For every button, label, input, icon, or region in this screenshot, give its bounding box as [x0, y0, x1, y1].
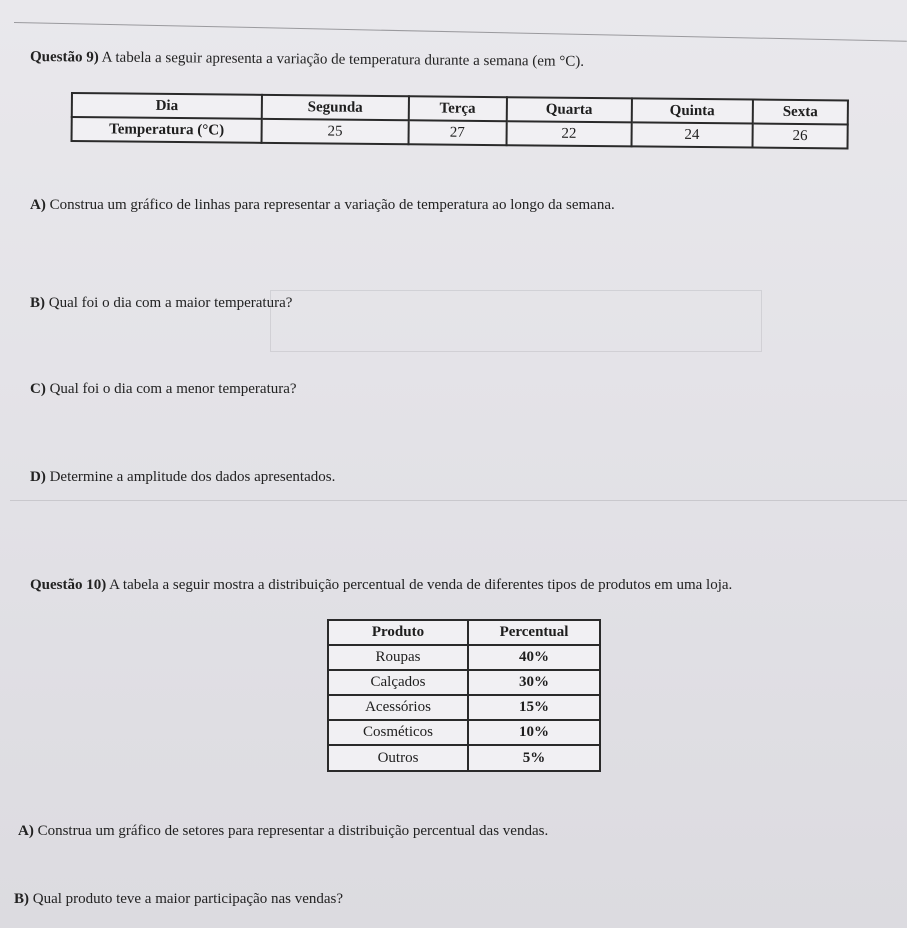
- percent-cell: 30%: [468, 670, 600, 695]
- table-row: [328, 645, 600, 670]
- product-cell: Acessórios: [328, 695, 468, 720]
- row-header-temperature: Temperatura (°C): [72, 117, 262, 143]
- day-cell: Quarta: [506, 97, 631, 122]
- item-text: Qual foi o dia com a maior temperatura?: [45, 295, 293, 311]
- item-text: Construa um gráfico de setores para representar a distribuição percentual das vendas.: [33, 823, 549, 839]
- temperature-table: [71, 92, 849, 149]
- product-cell: Outros: [328, 745, 468, 771]
- q9-item-d: [30, 468, 335, 486]
- q10-title-number: Questão 10): [30, 577, 107, 593]
- item-label: A): [18, 823, 34, 839]
- item-text: Qual produto teve a maior participação nas vendas?: [29, 891, 344, 907]
- temp-cell: 22: [506, 121, 631, 146]
- q10-title-text: A tabela a seguir mostra a distribuição percentual de venda de diferentes tipos de produtos em uma loja.: [106, 577, 733, 593]
- bleed-through-table: [270, 290, 762, 352]
- item-label: D): [30, 469, 46, 485]
- item-label: A): [30, 197, 46, 213]
- product-cell: Roupas: [328, 645, 468, 670]
- day-cell: Terça: [408, 96, 506, 121]
- table-row: [328, 720, 600, 745]
- day-cell: Sexta: [753, 100, 848, 125]
- product-cell: Cosméticos: [328, 720, 468, 745]
- table-row: [328, 745, 600, 771]
- q9-item-b: [30, 294, 292, 312]
- item-text: Qual foi o dia com a menor temperatura?: [45, 381, 297, 397]
- temp-cell: 25: [262, 119, 409, 144]
- row-header-day: Dia: [72, 93, 262, 119]
- day-cell: Segunda: [262, 95, 409, 120]
- percent-cell: 10%: [468, 720, 600, 745]
- product-cell: Calçados: [328, 670, 468, 695]
- header-percentual: Percentual: [468, 620, 600, 645]
- q9-item-a: [30, 196, 615, 214]
- q9-item-c: [30, 380, 297, 398]
- table-row: [328, 620, 600, 645]
- item-label: C): [30, 381, 46, 397]
- percent-cell: 5%: [468, 745, 600, 771]
- q10-title: [30, 576, 732, 594]
- ruled-line: [10, 500, 907, 501]
- q9-title-text: A tabela a seguir apresenta a variação de temperatura durante a semana (em °C).: [98, 49, 585, 70]
- temp-cell: 24: [631, 122, 752, 147]
- temp-cell: 26: [752, 124, 847, 149]
- q9-title-number: Questão 9): [29, 49, 99, 66]
- percent-cell: 15%: [468, 695, 600, 720]
- item-label: B): [14, 891, 29, 907]
- q10-item-b: [14, 890, 343, 908]
- sales-table: [327, 619, 601, 772]
- q10-item-a: [18, 822, 548, 840]
- temp-cell: 27: [408, 120, 506, 145]
- table-row: [328, 695, 600, 720]
- page-top-edge: [14, 22, 907, 42]
- q9-title: [30, 48, 584, 71]
- percent-cell: 40%: [468, 645, 600, 670]
- item-text: Determine a amplitude dos dados apresentados.: [45, 469, 336, 485]
- table-row: [328, 670, 600, 695]
- item-label: B): [30, 295, 45, 311]
- day-cell: Quinta: [632, 98, 753, 123]
- header-produto: Produto: [328, 620, 468, 645]
- item-text: Construa um gráfico de linhas para representar a variação de temperatura ao longo da semana.: [45, 197, 615, 213]
